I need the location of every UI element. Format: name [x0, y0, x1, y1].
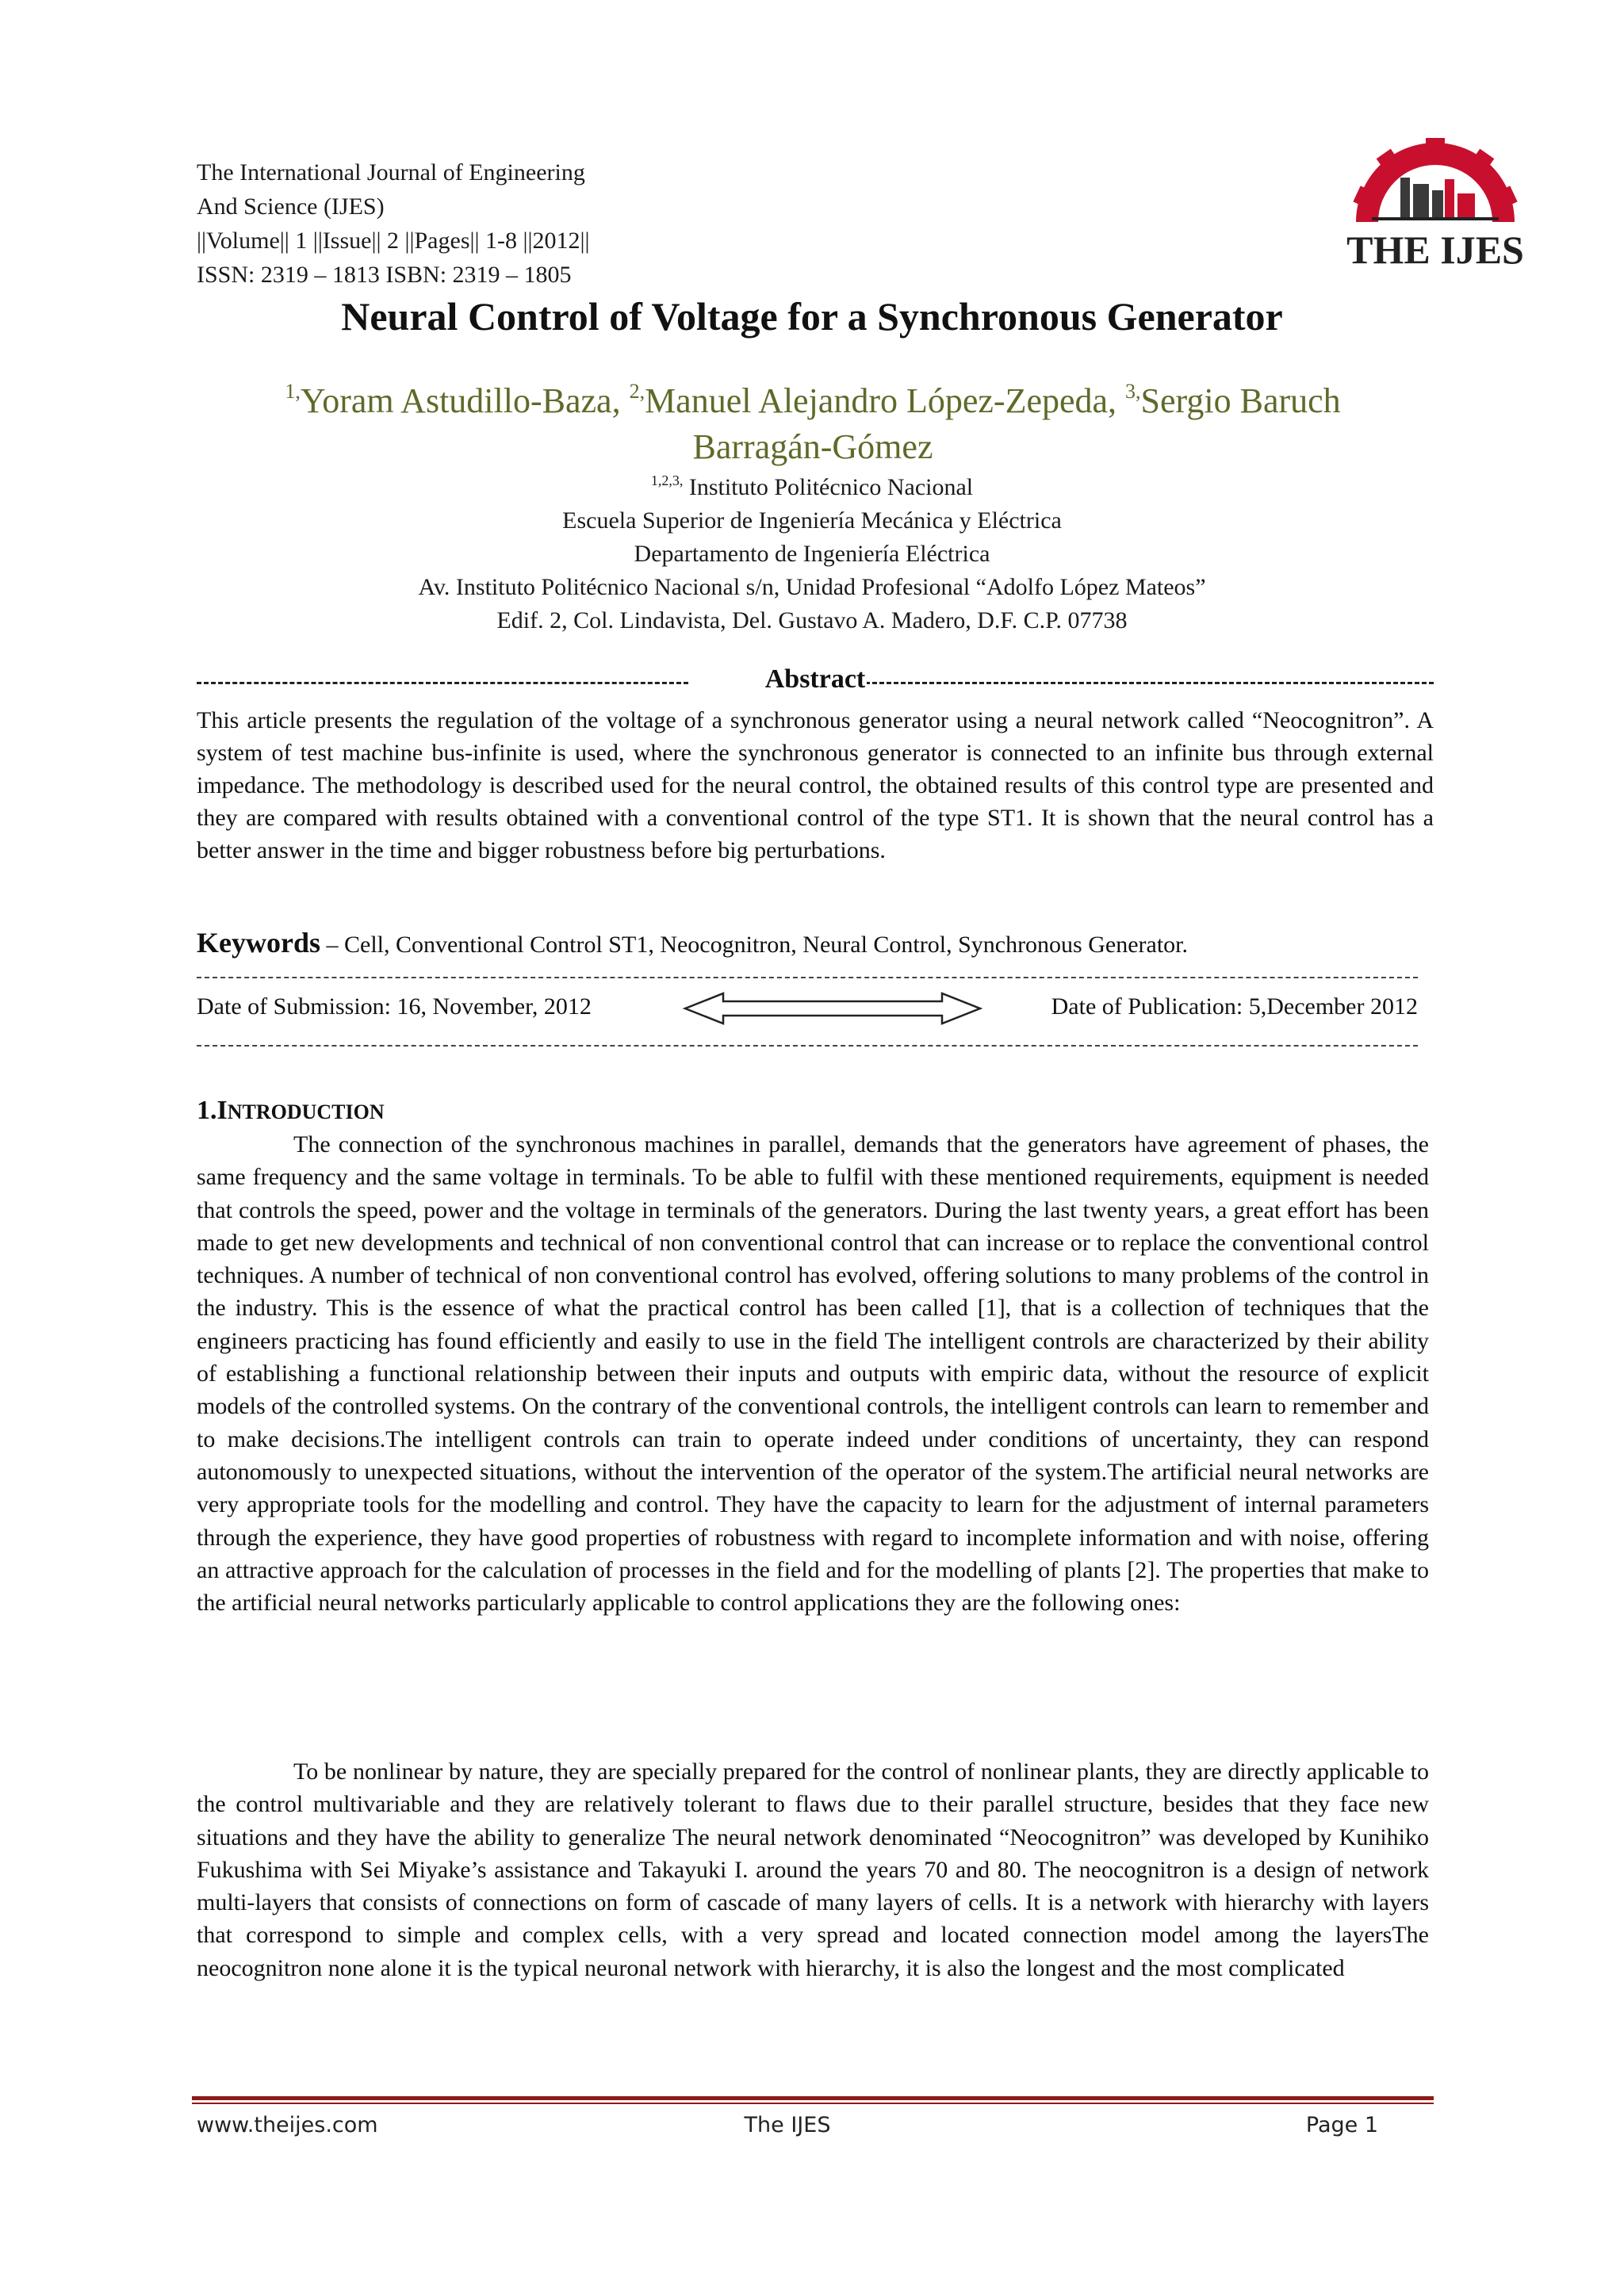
- dates-row: [197, 993, 1418, 1028]
- dates-rule-bottom: [197, 1045, 1418, 1047]
- double-arrow-icon: [682, 990, 983, 1027]
- affiliation-line1: Instituto Politécnico Nacional: [683, 474, 974, 500]
- section-title-rest: NTRODUCTION: [227, 1100, 385, 1123]
- paper-title: Neural Control of Voltage for a Synchronous Generator: [341, 294, 1283, 339]
- author3: Sergio Baruch: [1140, 381, 1341, 420]
- journal-issn-line: ISSN: 2319 – 1813 ISBN: 2319 – 1805: [197, 262, 572, 288]
- author1-sup: 1,: [285, 380, 301, 403]
- journal-volume-line: ||Volume|| 1 ||Issue|| 2 ||Pages|| 1-8 ||2012||: [197, 228, 590, 254]
- author2: Manuel Alejandro López-Zepeda,: [645, 381, 1126, 420]
- author-list: [190, 369, 1435, 470]
- author3-line2: Barragán-Gómez: [692, 427, 933, 466]
- paragraph-1: [197, 1128, 1429, 1619]
- section-number: 1.: [197, 1096, 217, 1125]
- abstract-rule: [197, 664, 1434, 696]
- publication-date: Date of Publication: 5,December 2012: [1051, 993, 1418, 1020]
- author2-sup: 2,: [629, 380, 645, 403]
- affiliation-line4: Av. Instituto Politécnico Nacional s/n, Unidad Profesional “Adolfo López Mateos”: [418, 574, 1206, 600]
- affiliation-line5: Edif. 2, Col. Lindavista, Del. Gustavo A. Madero, D.F. C.P. 07738: [496, 607, 1128, 633]
- keywords-label: Keywords: [197, 927, 320, 959]
- journal-header: [197, 155, 590, 292]
- journal-name-line1: The International Journal of Engineering: [197, 159, 585, 186]
- footer-journal: The IJES: [744, 2113, 831, 2137]
- affiliation-sup: 1,2,3,: [650, 473, 684, 488]
- abstract-text: This article presents the regulation of the voltage of a synchronous generator using a neural network called “Neocognitron”. A system of test machine bus-infinite is used, where the synchronous generator is connected to an infinite bus through external impedance. The methodology is described used for the neural control, the obtained results of this control type are presented and they are compared with results obtained with a conventional control of the type ST1. It is shown that the neural control has a better answer in the time and bigger robustness before big perturbations.: [197, 707, 1434, 863]
- journal-name-line2: And Science (IJES): [197, 193, 385, 220]
- abstract-heading: Abstract: [764, 664, 866, 694]
- footer-rule-thin: [192, 2103, 1434, 2104]
- dates-rule-top: [197, 977, 1418, 978]
- submission-date: Date of Submission: 16, November, 2012: [197, 993, 592, 1020]
- affiliation-line2: Escuela Superior de Ingeniería Mecánica y Eléctrica: [562, 507, 1062, 534]
- footer-rule-thick: [192, 2096, 1434, 2100]
- keywords-line: [197, 926, 1434, 959]
- logo-text: THE IJES: [1346, 228, 1524, 272]
- author3-sup: 3,: [1125, 380, 1141, 403]
- affiliation-block: [0, 464, 1624, 637]
- footer-page-number: Page 1: [1305, 2113, 1378, 2137]
- paragraph-2-text: To be nonlinear by nature, they are specially prepared for the control of nonlinear plants, they are directly applicable to the control multivariable and they are relatively tolerant to flaws due to their parallel structure, besides that they face new situations and they have the ability to generalize The neural network denominated “Neocognitron” was developed by Kunihiko Fukushima with Sei Miyake’s assistance and Takayuki I. around the years 70 and 80. The neocognitron is a design of network multi-layers that consists of connections on form of cascade of many layers of cells. It is a network with hierarchy with layers that correspond to simple and complex cells, with a very spread and located connection model among the layersThe neocognitron none alone it is the typical neuronal network with hierarchy, it is also the longest and the most complicated: [197, 1758, 1429, 1981]
- keywords-text: – Cell, Conventional Control ST1, Neocognitron, Neural Control, Synchronous Generator.: [320, 932, 1189, 958]
- gear-factory-icon: [1324, 135, 1546, 274]
- affiliation-line3: Departamento de Ingeniería Eléctrica: [634, 541, 990, 567]
- section-initial: I: [216, 1096, 228, 1125]
- section-heading-introduction: [197, 1096, 385, 1126]
- paragraph-1-text: The connection of the synchronous machines in parallel, demands that the generators have agreement of phases, the same frequency and the same voltage in terminals. To be able to fulfil with these mentioned requirements, equipment is needed that controls the speed, power and the voltage in terminals of the generators. During the last twenty years, a great effort has been made to get new developments and technical of non conventional control that can increase or to replace the conventional control techniques. A number of technical of non conventional control has evolved, offering solutions to many problems of the control in the industry. This is the essence of what the practical control has been called [1], that is a collection of techniques that the engineers practicing has found efficiently and easily to use in the field The intelligent controls are characterized by their ability of establishing a functional relationship between their inputs and outputs with empiric data, without the resource of explicit models of the controlled systems. On the contrary of the conventional controls, the intelligent controls can learn to remember and to make decisions.The intelligent controls can train to operate indeed under conditions of uncertainty, they can respond autonomously to unexpected situations, without the intervention of the operator of the system.The artificial neural networks are very appropriate tools for the modelling and control. They have the capacity to learn for the adjustment of internal parameters through the experience, they have good properties of robustness with regard to incomplete information and with noise, offering an attractive approach for the calculation of processes in the field and for the modelling of plants [2]. The properties that make to the artificial neural networks particularly applicable to control applications they are the following ones:: [197, 1131, 1429, 1617]
- footer-website: www.theijes.com: [197, 2113, 378, 2137]
- ijes-logo: [1324, 135, 1546, 274]
- author1: Yoram Astudillo-Baza,: [300, 381, 630, 420]
- paragraph-2: [197, 1755, 1429, 1984]
